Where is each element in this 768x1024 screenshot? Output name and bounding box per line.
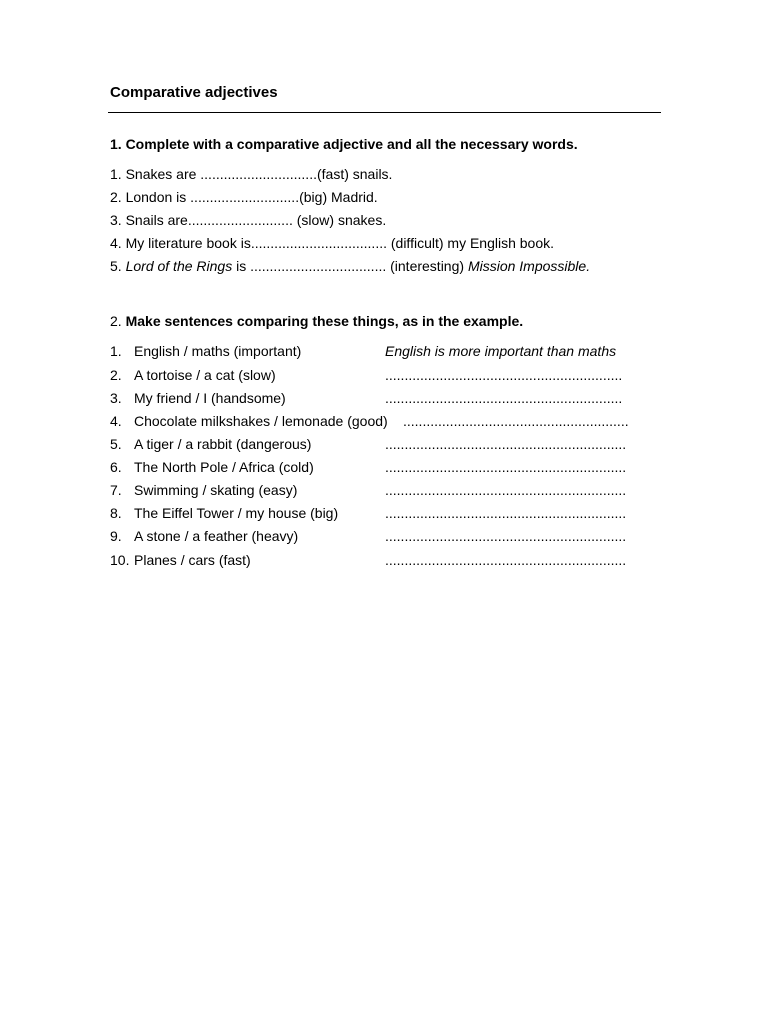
answer-blank: .............................................................. <box>385 436 627 452</box>
item-prompt: A tiger / a rabbit (dangerous) <box>134 436 312 452</box>
answer-blank: ............................................................. <box>385 367 623 383</box>
title-divider <box>108 112 661 113</box>
section1-item-5 <box>110 257 590 275</box>
item-blank: ........................... <box>187 212 293 228</box>
answer-blank: .......................................................... <box>403 413 629 429</box>
section1-item-2 <box>110 188 378 206</box>
answer-blank: .............................................................. <box>385 528 627 544</box>
item-prompt: The North Pole / Africa (cold) <box>134 459 314 475</box>
item-number: 2. <box>110 367 122 383</box>
item-text: (slow) snakes. <box>292 212 387 228</box>
item-prompt: English / maths (important) <box>134 343 302 359</box>
answer-blank: ............................................................. <box>385 390 623 406</box>
item-number: 5. <box>110 436 122 452</box>
item-prompt: Chocolate milkshakes / lemonade (good) <box>134 413 388 429</box>
item-number: 3. <box>110 390 122 406</box>
item-number: 1. <box>110 343 122 359</box>
section1-item-3 <box>110 211 386 229</box>
section2-heading-text: Make sentences comparing these things, as in the example. <box>125 313 524 329</box>
answer-blank: .............................................................. <box>385 505 627 521</box>
item-text: 3. Snails are <box>110 212 188 228</box>
section2-heading-number: 2. <box>110 313 126 329</box>
item-text: is <box>232 258 251 274</box>
item-number: 7. <box>110 482 122 498</box>
section2-heading <box>110 313 523 329</box>
item-prompt: A stone / a feather (heavy) <box>134 528 299 544</box>
answer-blank: .............................................................. <box>385 552 627 568</box>
item-number: 6. <box>110 459 122 475</box>
item-text: (difficult) my English book. <box>386 235 555 251</box>
section1-item-4 <box>110 234 554 252</box>
item-text: 2. London is <box>110 189 191 205</box>
item-number: 10. <box>110 552 130 568</box>
item-text: (big) Madrid. <box>299 189 378 205</box>
item-number: 8. <box>110 505 122 521</box>
item-prompt: Swimming / skating (easy) <box>134 482 298 498</box>
item-title-italic: Mission Impossible. <box>467 258 591 274</box>
item-prompt: A tortoise / a cat (slow) <box>134 367 276 383</box>
item-blank: ................................... <box>250 235 387 251</box>
item-text: 4. My literature book is <box>110 235 251 251</box>
answer-blank: .............................................................. <box>385 459 627 475</box>
item-blank: ............................ <box>190 189 300 205</box>
example-answer: English is more important than maths <box>385 343 617 359</box>
section1-heading <box>110 136 578 152</box>
item-text: (interesting) <box>386 258 468 274</box>
item-prompt: The Eiffel Tower / my house (big) <box>134 505 339 521</box>
item-number: 9. <box>110 528 122 544</box>
item-text: 1. Snakes are <box>110 166 201 182</box>
section1-item-1 <box>110 165 392 183</box>
item-number: 4. <box>110 413 122 429</box>
item-prompt: Planes / cars (fast) <box>134 552 251 568</box>
item-prompt: My friend / I (handsome) <box>134 390 286 406</box>
item-text: (fast) snails. <box>316 166 393 182</box>
item-blank: ................................... <box>250 258 387 274</box>
page-title: Comparative adjectives <box>110 84 278 101</box>
answer-blank: .............................................................. <box>385 482 627 498</box>
item-text: 5. <box>110 258 126 274</box>
section1-heading-text: 1. Complete with a comparative adjective and all the necessary words. <box>110 136 578 152</box>
item-title-italic: Lord of the Rings <box>125 258 233 274</box>
item-blank: .............................. <box>200 166 317 182</box>
